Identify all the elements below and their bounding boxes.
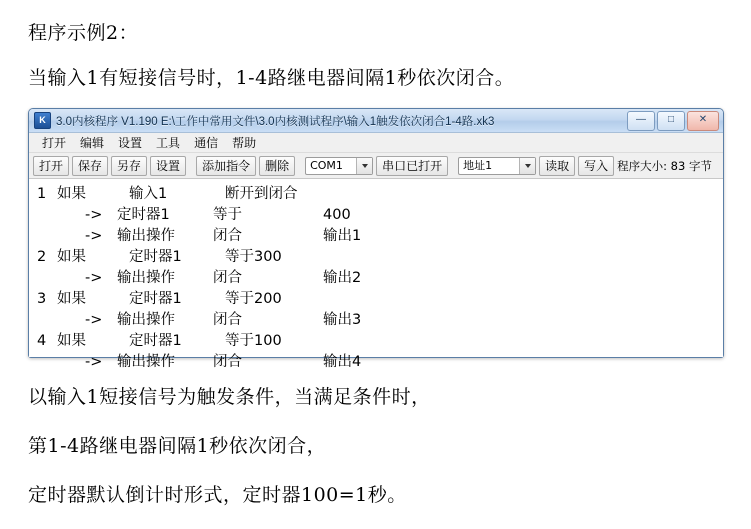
row-keyword: 如果 [57, 186, 86, 202]
row-keyword: 如果 [57, 333, 86, 349]
menu-item-open[interactable]: 打开 [42, 136, 67, 150]
window-titlebar[interactable] [29, 109, 723, 133]
com-port-select[interactable] [305, 157, 373, 175]
doc-heading: 程序示例2： [28, 22, 139, 44]
read-button[interactable]: 读取 [539, 156, 575, 176]
row-condition: 闭合 [213, 312, 242, 328]
settings-button[interactable]: 设置 [150, 156, 186, 176]
row-condition: 等于 [213, 207, 242, 223]
table-row[interactable] [29, 287, 723, 308]
row-value: 输出1 [323, 228, 362, 244]
row-condition: 闭合 [213, 354, 242, 370]
row-value: 400 [323, 207, 351, 223]
app-icon: K [34, 112, 51, 129]
table-row[interactable] [29, 203, 723, 224]
row-keyword: 如果 [57, 291, 86, 307]
row-value: 输出3 [323, 312, 362, 328]
row-target: 定时器1 [129, 249, 182, 265]
window-title: 3.0内核程序 V1.190 E:\工作中常用文件\3.0内核测试程序\输入1触发依次闭合1-4路.xk3 [56, 115, 495, 128]
open-button[interactable]: 打开 [33, 156, 69, 176]
serial-port-toggle-button[interactable]: 串口已打开 [376, 156, 448, 176]
doc-note-3: 定时器默认倒计时形式，定时器100=1秒。 [28, 484, 407, 506]
address-select[interactable] [458, 157, 536, 175]
row-condition: 等于300 [225, 249, 282, 265]
row-condition: 等于200 [225, 291, 282, 307]
menu-item-communication[interactable]: 通信 [194, 136, 219, 150]
row-condition: 闭合 [213, 228, 242, 244]
address-value: 地址1 [463, 158, 493, 172]
close-icon[interactable]: ✕ [687, 111, 719, 131]
row-target: 输出操作 [117, 270, 175, 286]
row-value: 输出4 [323, 354, 362, 370]
row-target: 输入1 [129, 186, 168, 202]
chevron-down-icon[interactable] [356, 158, 372, 174]
menu-item-edit[interactable]: 编辑 [80, 136, 105, 150]
row-number: 4 [37, 333, 47, 349]
save-button[interactable]: 保存 [72, 156, 108, 176]
save-as-button[interactable]: 另存 [111, 156, 147, 176]
row-number: 2 [37, 249, 47, 265]
toolbar [29, 153, 723, 179]
table-row[interactable] [29, 308, 723, 329]
row-condition: 闭合 [213, 270, 242, 286]
row-target: 定时器1 [129, 333, 182, 349]
row-keyword: -> [85, 270, 103, 286]
table-row[interactable] [29, 266, 723, 287]
row-keyword: 如果 [57, 249, 86, 265]
menu-bar [29, 133, 723, 153]
row-condition: 断开到闭合 [225, 186, 298, 202]
menu-item-tools[interactable]: 工具 [156, 136, 181, 150]
table-row[interactable] [29, 224, 723, 245]
app-window [28, 108, 724, 370]
menu-item-help[interactable]: 帮助 [232, 136, 257, 150]
row-keyword: -> [85, 228, 103, 244]
table-row[interactable] [29, 182, 723, 203]
document-intro [0, 0, 751, 90]
table-row[interactable] [29, 245, 723, 266]
menu-item-settings[interactable]: 设置 [118, 136, 143, 150]
row-keyword: -> [85, 354, 103, 370]
row-keyword: -> [85, 207, 103, 223]
add-instruction-button[interactable]: 添加指令 [196, 156, 256, 176]
doc-note-1: 以输入1短接信号为触发条件，当满足条件时， [28, 386, 431, 408]
write-button[interactable]: 写入 [578, 156, 614, 176]
com-port-value: COM1 [310, 158, 343, 172]
chevron-down-icon[interactable] [519, 158, 535, 174]
row-target: 输出操作 [117, 312, 175, 328]
row-target: 定时器1 [129, 291, 182, 307]
row-target: 输出操作 [117, 228, 175, 244]
table-row[interactable] [29, 329, 723, 350]
row-value: 输出2 [323, 270, 362, 286]
maximize-icon[interactable]: □ [657, 111, 685, 131]
row-number: 3 [37, 291, 47, 307]
document-notes [0, 368, 431, 529]
row-condition: 等于100 [225, 333, 282, 349]
program-code-list[interactable] [29, 179, 723, 370]
delete-button[interactable]: 删除 [259, 156, 295, 176]
row-target: 定时器1 [117, 207, 170, 223]
row-keyword: -> [85, 312, 103, 328]
doc-intro: 当输入1有短接信号时，1-4路继电器间隔1秒依次闭合。 [28, 67, 515, 89]
program-size-status: 程序大小: 83 字节 [617, 158, 712, 173]
doc-note-2: 第1-4路继电器间隔1秒依次闭合， [28, 435, 327, 457]
window-controls [627, 111, 721, 131]
row-number: 1 [37, 186, 47, 202]
minimize-icon[interactable]: — [627, 111, 655, 131]
row-target: 输出操作 [117, 354, 175, 370]
